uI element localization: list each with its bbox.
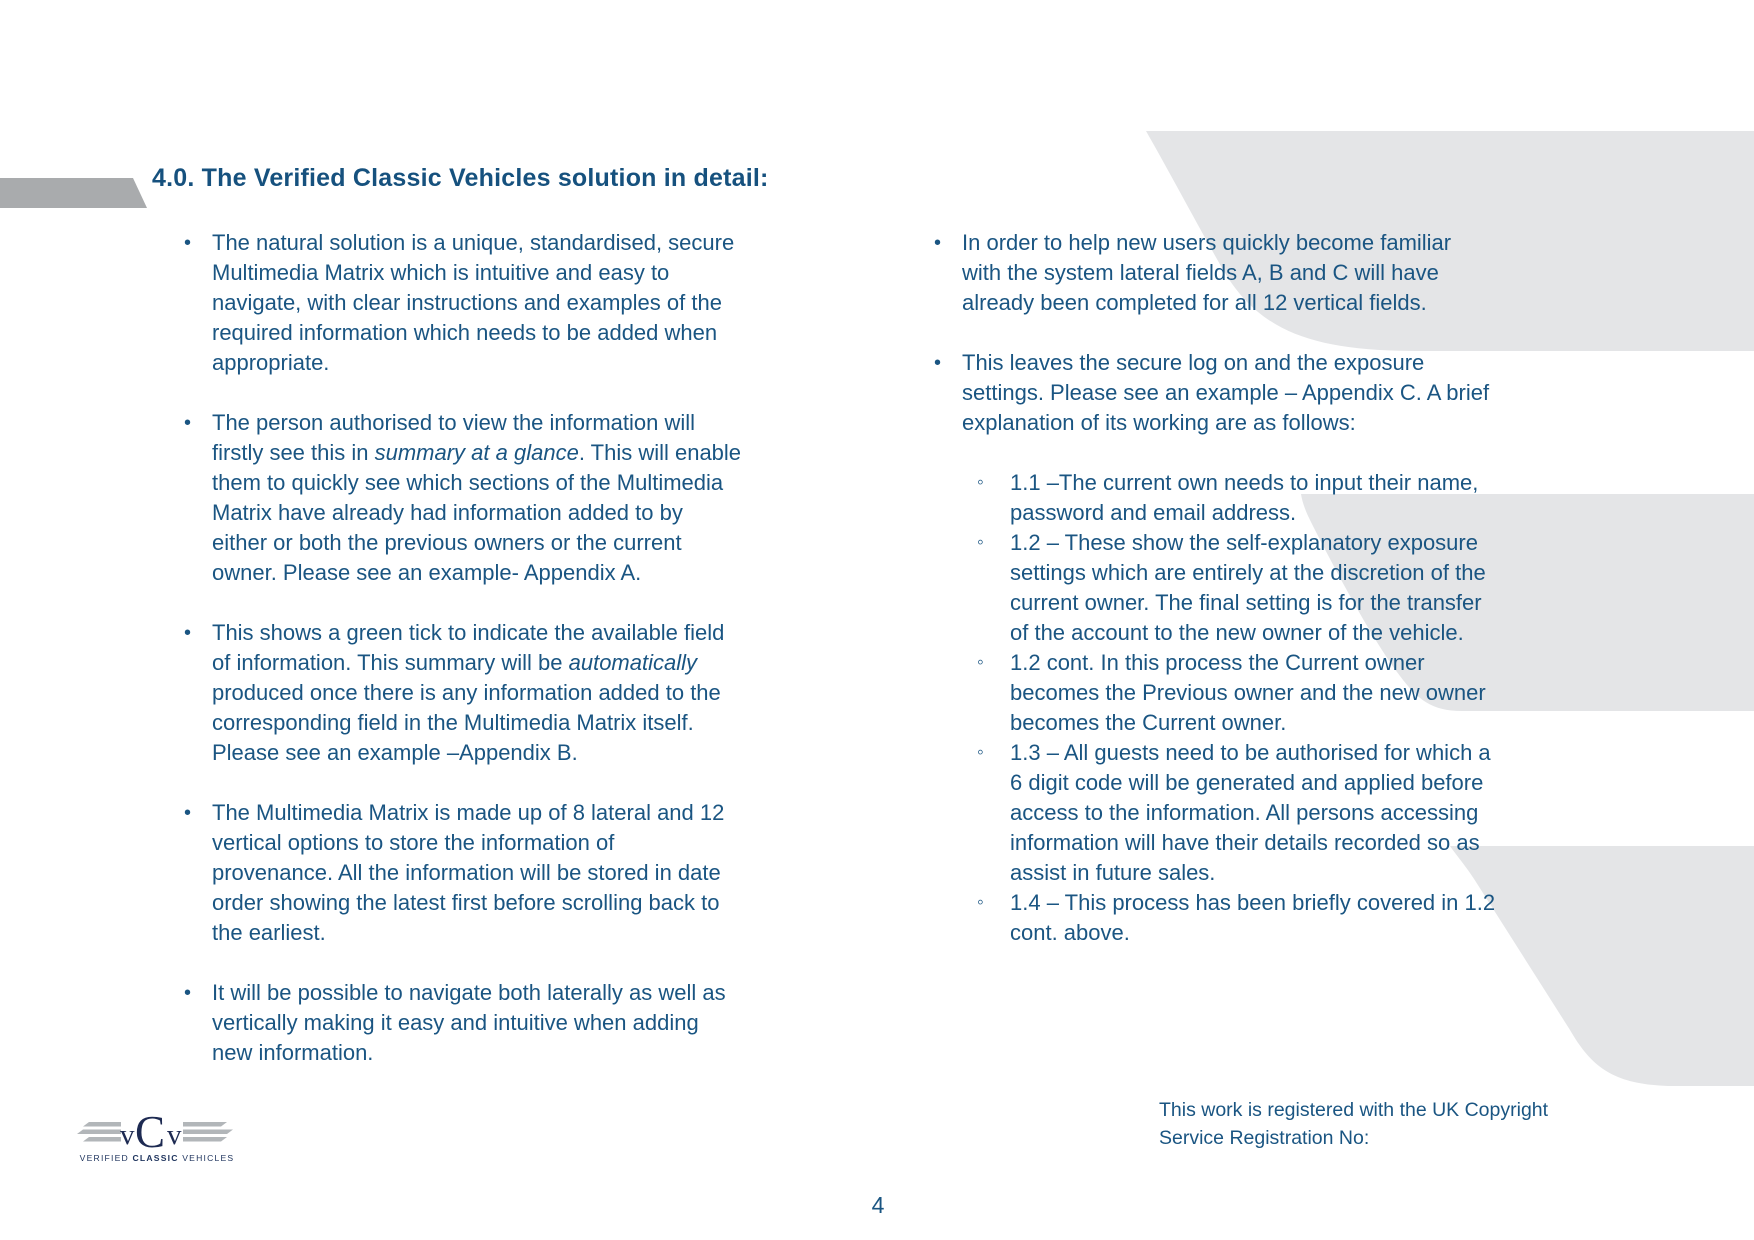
bullet-text [212, 228, 734, 378]
background-swoosh-bottom [1450, 846, 1754, 1086]
italic-text-segment: summary at a glance [374, 440, 579, 465]
sub-bullet-item [934, 888, 1495, 948]
text-line: Multimedia Matrix which is intuitive and easy to [212, 260, 670, 285]
text-line: settings. Please see an example – Appendix C. A brief [962, 380, 1490, 405]
bullet-marker: ◦ [977, 532, 984, 553]
text-line: vertical options to store the information of [212, 830, 615, 855]
bullet-marker: ◦ [977, 892, 984, 913]
text-line: This shows a green tick to indicate the available field [212, 620, 725, 645]
text-line: either or both the previous owners or the current [212, 530, 682, 555]
sub-bullet-item [934, 468, 1495, 528]
text-line: appropriate. [212, 350, 330, 375]
text-line: current owner. The final setting is for the transfer [1010, 590, 1482, 615]
text-line: new information. [212, 1040, 374, 1065]
text-line: provenance. All the information will be stored in date [212, 860, 721, 885]
text-segment: of information. This summary will be [212, 650, 569, 675]
text-line: them to quickly see which sections of the Multimedia [212, 470, 724, 495]
bullet-marker: ◦ [977, 742, 984, 763]
logo-mark: v C v [120, 1107, 182, 1157]
logo-left-wing-stripes [77, 1122, 121, 1142]
sub-bullet-item [934, 528, 1495, 648]
bullet-text [212, 978, 726, 1068]
text-line: 6 digit code will be generated and applied before [1010, 770, 1484, 795]
text-line: It will be possible to navigate both laterally as well as [212, 980, 726, 1005]
text-line: access to the information. All persons accessing [1010, 800, 1479, 825]
text-line: the earliest. [212, 920, 326, 945]
sub-bullet-list [934, 468, 1495, 948]
text-line: vertically making it easy and intuitive when adding [212, 1010, 699, 1035]
bullet-marker: • [184, 412, 192, 434]
copyright-line-1: This work is registered with the UK Copyright [1159, 1099, 1549, 1121]
bullet-text [962, 228, 1451, 318]
bullet-marker: • [184, 982, 192, 1004]
page-number: 4 [871, 1192, 885, 1218]
text-line: settings which are entirely at the discretion of the [1010, 560, 1486, 585]
bullet-marker: ◦ [977, 652, 984, 673]
bullet-text [212, 408, 741, 588]
text-line: order showing the latest first before scrolling back to [212, 890, 720, 915]
text-line: corresponding field in the Multimedia Matrix itself. [212, 710, 694, 735]
bullet-item [184, 408, 741, 588]
sub-bullet-item [934, 738, 1495, 888]
text-line: becomes the Current owner. [1010, 710, 1287, 735]
text-line [212, 648, 724, 678]
right-column [934, 228, 1495, 948]
bullet-marker: • [184, 622, 192, 644]
text-line: 1.2 cont. In this process the Current owner [1010, 650, 1425, 675]
copyright-line-2: Service Registration No: [1159, 1127, 1370, 1149]
bullet-item [184, 978, 741, 1068]
bullet-marker: ◦ [977, 472, 984, 493]
logo-right-wing-stripes [183, 1122, 233, 1142]
text-line: Matrix have already had information added to by [212, 500, 683, 525]
text-line: Please see an example –Appendix B. [212, 740, 578, 765]
text-line: already been completed for all 12 vertical fields. [962, 290, 1427, 315]
sub-bullet-item [934, 648, 1495, 738]
page-title: 4.0. The Verified Classic Vehicles solution in detail: [152, 164, 769, 192]
right-bullet-list [934, 228, 1495, 438]
text-line: In order to help new users quickly become familiar [962, 230, 1452, 255]
logo-tagline: VERIFIED CLASSIC VEHICLES [79, 1153, 235, 1163]
bullet-text [1010, 738, 1491, 888]
bullet-item [184, 228, 741, 378]
text-line: 1.4 – This process has been briefly covered in 1.2 [1010, 890, 1496, 915]
bullet-marker: • [184, 232, 192, 254]
text-line: This leaves the secure log on and the exposure [962, 350, 1425, 375]
text-line: becomes the Previous owner and the new owner [1010, 680, 1486, 705]
bullet-text [1010, 468, 1478, 528]
text-line: of the account to the new owner of the vehicle. [1010, 620, 1464, 645]
title-accent-bar [0, 178, 147, 208]
text-line: 1.3 – All guests need to be authorised for which a [1010, 740, 1491, 765]
italic-text-segment: automatically [568, 650, 697, 675]
text-segment: . This will enable [578, 440, 742, 465]
text-line: owner. Please see an example- Appendix A. [212, 560, 642, 585]
text-line: with the system lateral fields A, B and C will have [962, 260, 1439, 285]
text-line: assist in future sales. [1010, 860, 1216, 885]
text-line: 1.1 –The current own needs to input their name, [1010, 470, 1479, 495]
bullet-marker: • [184, 802, 192, 824]
bullet-marker: • [934, 352, 942, 374]
bullet-text [1010, 648, 1486, 738]
text-segment: firstly see this in [212, 440, 375, 465]
bullet-item [184, 798, 741, 948]
bullet-item [184, 618, 741, 768]
text-line: produced once there is any information added to the [212, 680, 721, 705]
bullet-text [1010, 888, 1495, 948]
text-line: The person authorised to view the information will [212, 410, 696, 435]
text-line: The natural solution is a unique, standardised, secure [212, 230, 735, 255]
bullet-item [934, 348, 1495, 438]
text-line: information will have their details recorded so as [1010, 830, 1480, 855]
text-line: 1.2 – These show the self-explanatory exposure [1010, 530, 1478, 555]
bullet-text [212, 798, 724, 948]
text-line: navigate, with clear instructions and examples of the [212, 290, 722, 315]
text-line: password and email address. [1010, 500, 1297, 525]
text-line: required information which needs to be added when [212, 320, 718, 345]
bullet-text [962, 348, 1489, 438]
text-line [212, 438, 741, 468]
vcv-logo [73, 1106, 237, 1166]
bullet-text [1010, 528, 1486, 648]
left-column [184, 228, 741, 1098]
bullet-text [212, 618, 724, 768]
bullet-marker: • [934, 232, 942, 254]
text-line: The Multimedia Matrix is made up of 8 lateral and 12 [212, 800, 725, 825]
text-line: explanation of its working are as follows: [962, 410, 1356, 435]
text-line: cont. above. [1010, 920, 1130, 945]
copyright-note [1159, 1096, 1548, 1152]
bullet-item [934, 228, 1495, 318]
